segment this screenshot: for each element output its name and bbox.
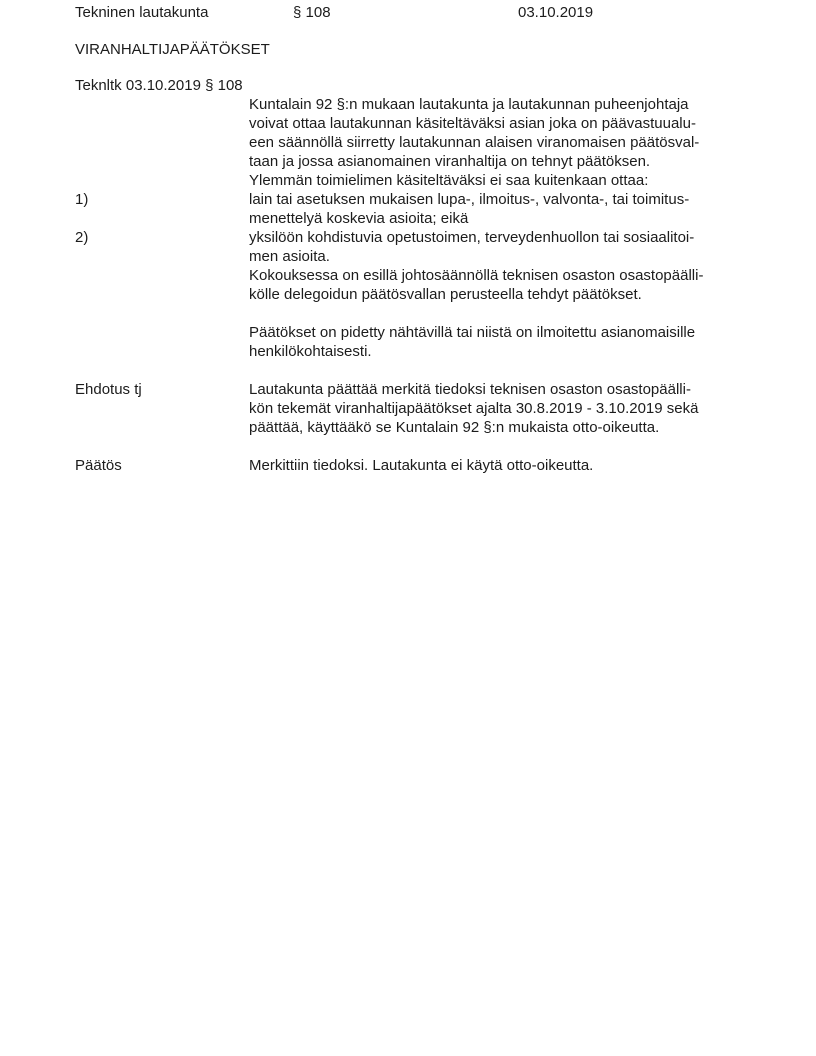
header-meeting-date: 03.10.2019 <box>518 4 594 21</box>
text-line: Ylemmän toimielimen käsiteltäväksi ei saa kuitenkaan ottaa: <box>249 172 649 189</box>
text-line: lain tai asetuksen mukaisen lupa-, ilmoitus-, valvonta-, tai toimitus- <box>249 191 690 208</box>
text-line: henkilökohtaisesti. <box>249 343 372 360</box>
text-line: Kokouksessa on esillä johtosäännöllä teknisen osaston osastopäälli- <box>249 267 704 284</box>
text-line: kön tekemät viranhaltijapäätökset ajalta 30.8.2019 - 3.10.2019 sekä <box>249 400 699 417</box>
text-line: voivat ottaa lautakunnan käsiteltäväksi asian joka on päävastuualu- <box>249 115 696 132</box>
paragraph-list-item-1 <box>0 190 816 228</box>
decision-label: Päätös <box>75 457 122 474</box>
text-line: yksilöön kohdistuvia opetustoimen, terveydenhuollon tai sosiaalitoi- <box>249 229 695 246</box>
document-body <box>0 95 816 475</box>
text-line: Merkittiin tiedoksi. Lautakunta ei käytä otto-oikeutta. <box>249 457 594 474</box>
text-line: menettelyä koskevia asioita; eikä <box>249 210 469 227</box>
text-line: kölle delegoidun päätösvallan perusteella tehdyt päätökset. <box>249 286 642 303</box>
text-line: Kuntalain 92 §:n mukaan lautakunta ja lautakunnan puheenjohtaja <box>249 96 689 113</box>
document-title: VIRANHALTIJAPÄÄTÖKSET <box>75 41 270 58</box>
text-line: men asioita. <box>249 248 330 265</box>
text-line: päättää, käyttääkö se Kuntalain 92 §:n mukaista otto-oikeutta. <box>249 419 660 436</box>
text-line: taan ja jossa asianomainen viranhaltija on tehnyt päätöksen. <box>249 153 651 170</box>
header-paragraph-number: § 108 <box>293 4 331 21</box>
item-number-label: 1) <box>75 191 89 208</box>
text-line: Päätökset on pidetty nähtävillä tai niistä on ilmoitettu asianomaisille <box>249 324 696 341</box>
paragraph-decision <box>0 456 816 475</box>
paragraph-list-item-2 <box>0 228 816 266</box>
text-line: Lautakunta päättää merkitä tiedoksi teknisen osaston osastopäälli- <box>249 381 691 398</box>
proposal-label: Ehdotus tj <box>75 381 142 398</box>
header-committee-name: Tekninen lautakunta <box>75 4 209 21</box>
paragraph-intro <box>0 95 816 190</box>
section-reference: Teknltk 03.10.2019 § 108 <box>75 77 243 94</box>
paragraph-availability-note <box>0 323 816 361</box>
paragraph-meeting-note <box>0 266 816 304</box>
text-line: een säännöllä siirretty lautakunnan alaisen viranomaisen päätösval- <box>249 134 700 151</box>
item-number-label: 2) <box>75 229 89 246</box>
paragraph-proposal <box>0 380 816 437</box>
